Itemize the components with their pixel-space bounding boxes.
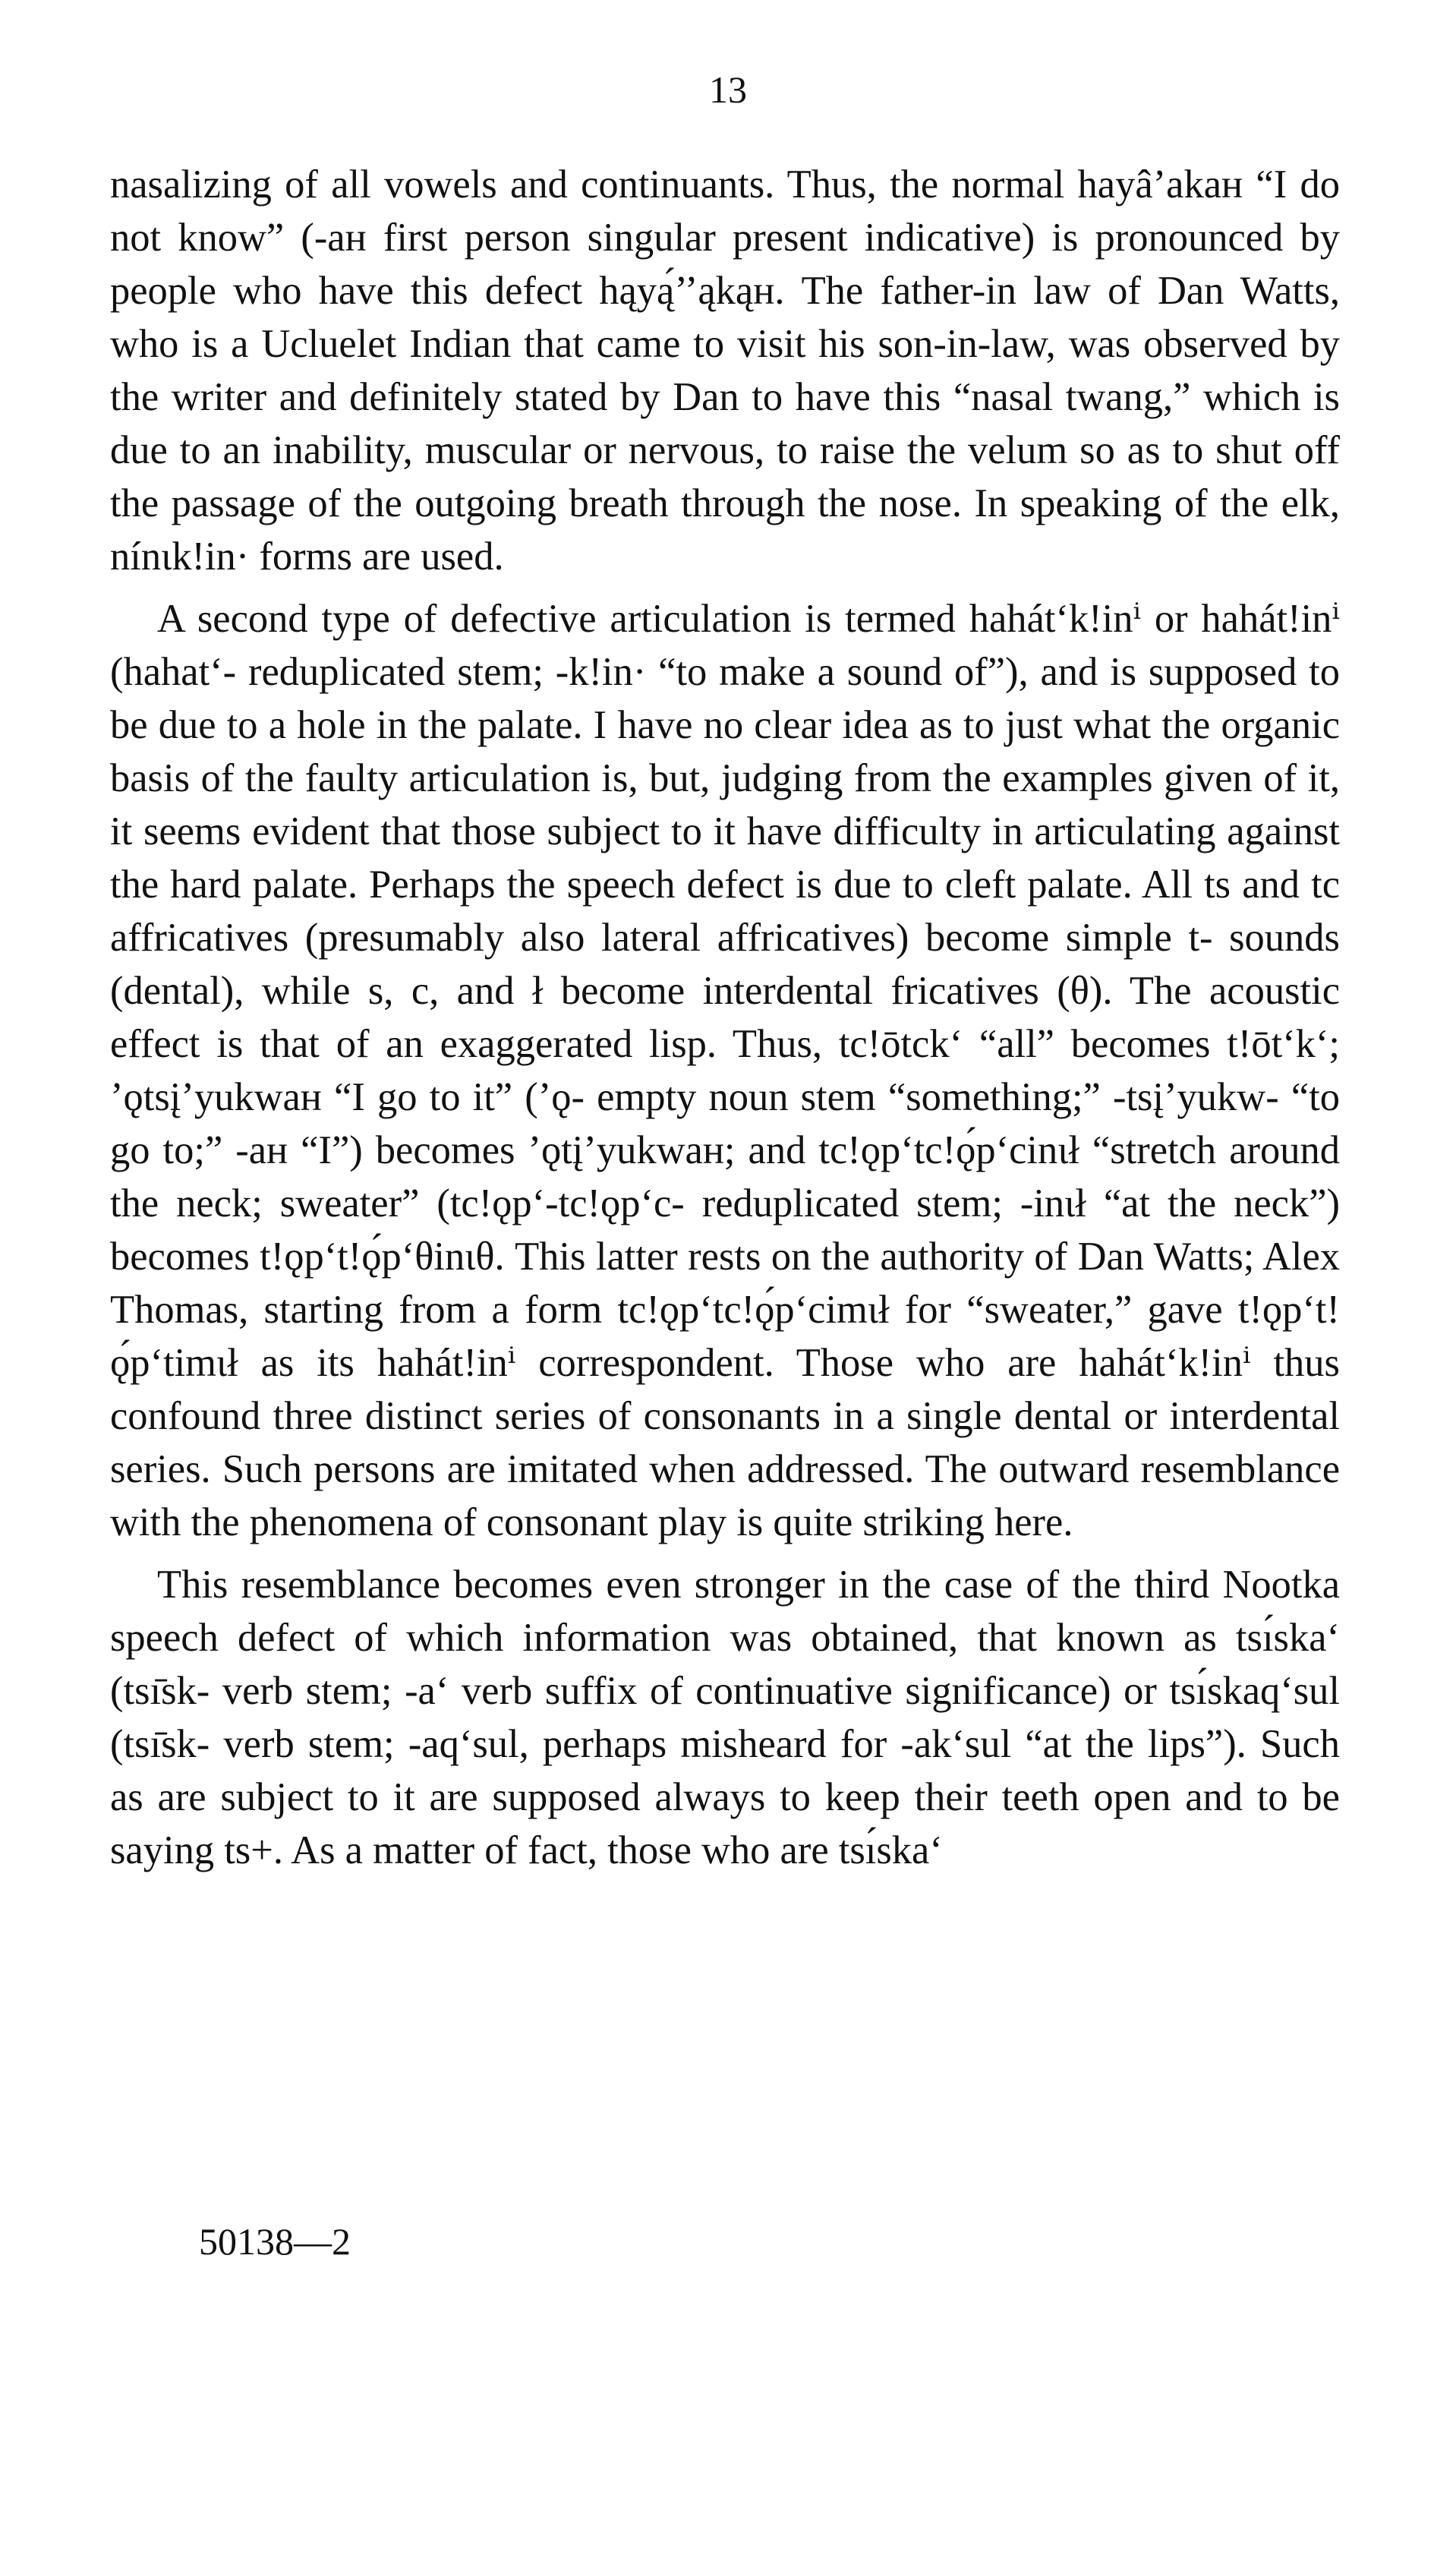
printer-signature-mark: 50138—2 <box>199 2220 351 2263</box>
paragraph-nasal-twang: nasalizing of all vowels and continuants. Thus, the normal hayâ’akaн “I do not know” (-aн first person singular present indicative) is pronounced by people who have this defect hąyą́’’ąkąн. The father-in law of Dan Watts, who is a Ucluelet Indian that came to visit his son-in-law, was observed by the writer and definitely stated by Dan to have this “nasal twang,” which is due to an inability, muscular or nervous, to raise the velum so as to shut off the passage of the outgoing breath through the nose. In speaking of the elk, nínιk!in· forms are used. <box>110 162 1340 579</box>
paragraph-tsiska-defect: This resemblance becomes even stronger in the case of the third Nootka speech defect of which information was obtained, that known as tsı́ska‘ (tsı̄sk- verb stem; -a‘ verb suffix of continuative significance) or tsı́skaq‘sul (tsı̄sk- verb stem; -aq‘sul, perhaps misheard for -ak‘sul “at the lips”). Such as are subject to it are supposed always to keep their teeth open and to be saying ts+. As a matter of fact, those who are tsı́ska‘ <box>110 1563 1340 1872</box>
page-number: 13 <box>709 68 747 111</box>
paragraph-hahat-klin-defect: A second type of defective articulation is termed hahát‘k!inⁱ or hahát!inⁱ (hahat‘- reduplicated stem; -k!in· “to make a sound of”), and is supposed to be due to a hole in the palate. I have no clear idea as to just what the organic basis of the faulty articulation is, but, judging from the examples given of it, it seems evident that those subject to it have difficulty in articulating against the hard palate. Perhaps the speech defect is due to cleft palate. All ts and tc affricatives (presumably also lateral affricatives) become simple t- sounds (dental), while s, c, and ł become interdental fricatives (θ). The acoustic effect is that of an exaggerated lisp. Thus, tc!ōtck‘ “all” becomes t!ōt‘k‘; ’ǫtsį’yukwaн “I go to it” (’ǫ- empty noun stem “something;” -tsį’yukw- “to go to;” -aн “I”) becomes ’ǫtį’yukwaн; and tc!ǫp‘tc!ǫ́p‘cinιł “stretch around the neck; sweater” (tc!ǫp‘-tc!ǫp‘c- reduplicated stem; -inιł “at the neck”) becomes t!ǫp‘t!ǫ́p‘θinιθ. This latter rests on the authority of Dan Watts; Alex Thomas, starting from a form tc!ǫp‘tc!ǫ́p‘cimιł for “sweater,” gave t!ǫp‘t!ǫ́p‘timιł as its hahát!inⁱ correspondent. Those who are hahát‘k!inⁱ thus confound three distinct series of consonants in a single dental or interdental series. Such persons are imitated when addressed. The outward resemblance with the phenomena of consonant play is quite striking here. <box>110 597 1340 1544</box>
body-text <box>110 158 1340 1886</box>
